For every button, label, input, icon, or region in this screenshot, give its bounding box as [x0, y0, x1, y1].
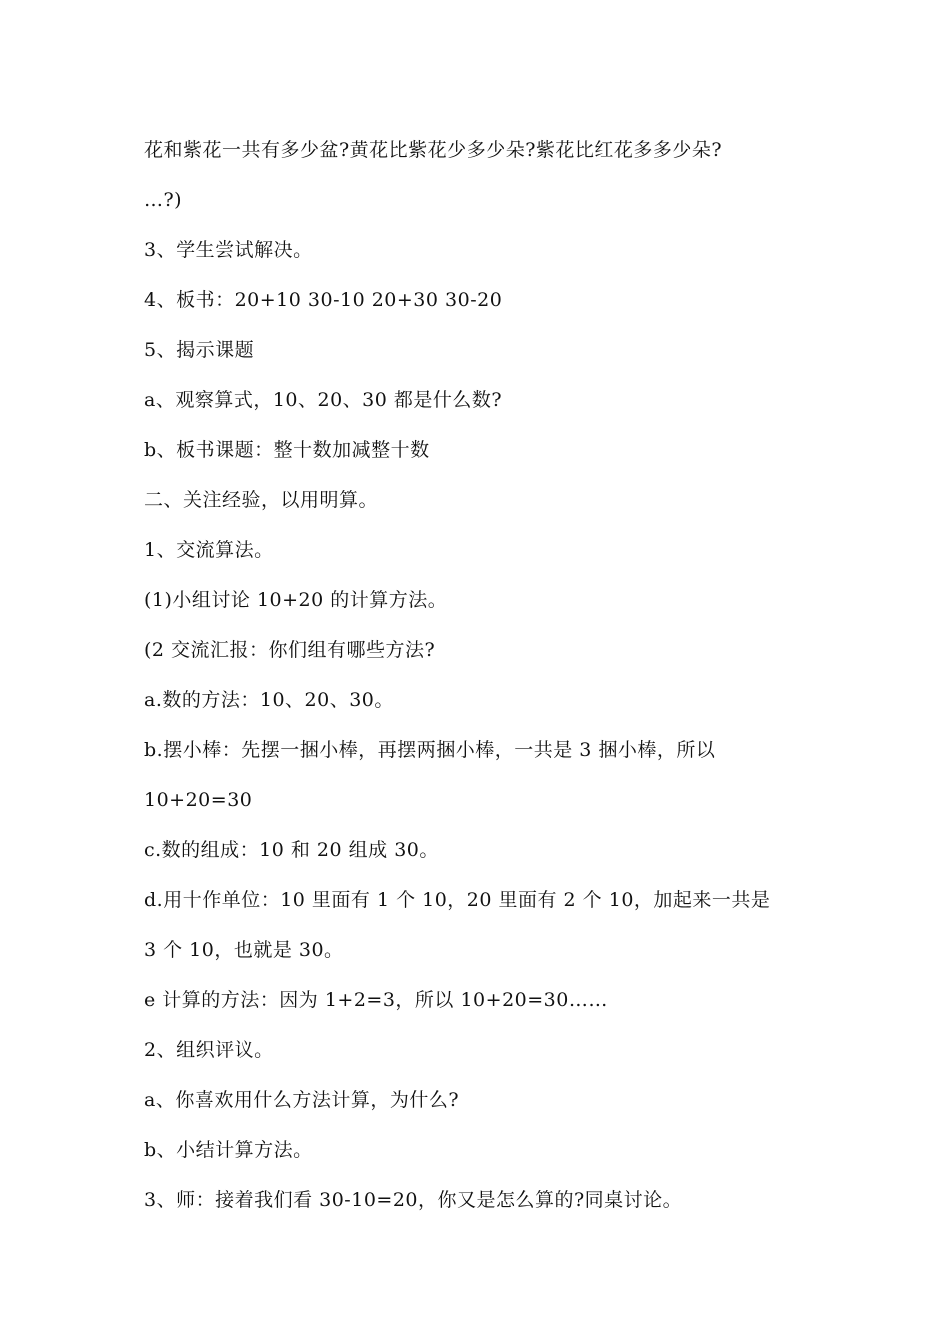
text-line: 1、交流算法。 [144, 539, 274, 561]
text-line: 3、师：接着我们看 30-10=20，你又是怎么算的?同桌讨论。 [144, 1189, 683, 1211]
text-line: 3、学生尝试解决。 [144, 239, 313, 261]
text-line: b.摆小棒：先摆一捆小棒，再摆两捆小棒，一共是 3 捆小棒，所以 [144, 739, 716, 761]
text-line: e 计算的方法：因为 1+2=3，所以 10+20=30…… [144, 989, 608, 1011]
text-line: a、观察算式，10、20、30 都是什么数? [144, 389, 503, 411]
text-line: …?) [144, 189, 183, 211]
text-line: (2 交流汇报：你们组有哪些方法? [144, 639, 436, 661]
text-line: a.数的方法：10、20、30。 [144, 689, 394, 711]
text-line: d.用十作单位：10 里面有 1 个 10，20 里面有 2 个 10，加起来一共是 [144, 889, 771, 911]
text-line: 3 个 10，也就是 30。 [144, 939, 344, 961]
text-line: 2、组织评议。 [144, 1039, 274, 1061]
text-line: c.数的组成：10 和 20 组成 30。 [144, 839, 439, 861]
text-line: 10+20=30 [144, 789, 253, 811]
text-line: (1)小组讨论 10+20 的计算方法。 [144, 589, 448, 611]
text-line: b、小结计算方法。 [144, 1139, 313, 1161]
section-heading: 二、关注经验，以用明算。 [144, 489, 379, 511]
text-line: 花和紫花一共有多少盆?黄花比紫花少多少朵?紫花比红花多多少朵? [144, 139, 723, 161]
text-line: 5、揭示课题 [144, 339, 255, 361]
text-line: a、你喜欢用什么方法计算，为什么? [144, 1089, 460, 1111]
text-line: b、板书课题：整十数加减整十数 [144, 439, 430, 461]
text-line: 4、板书：20+10 30-10 20+30 30-20 [144, 289, 503, 311]
